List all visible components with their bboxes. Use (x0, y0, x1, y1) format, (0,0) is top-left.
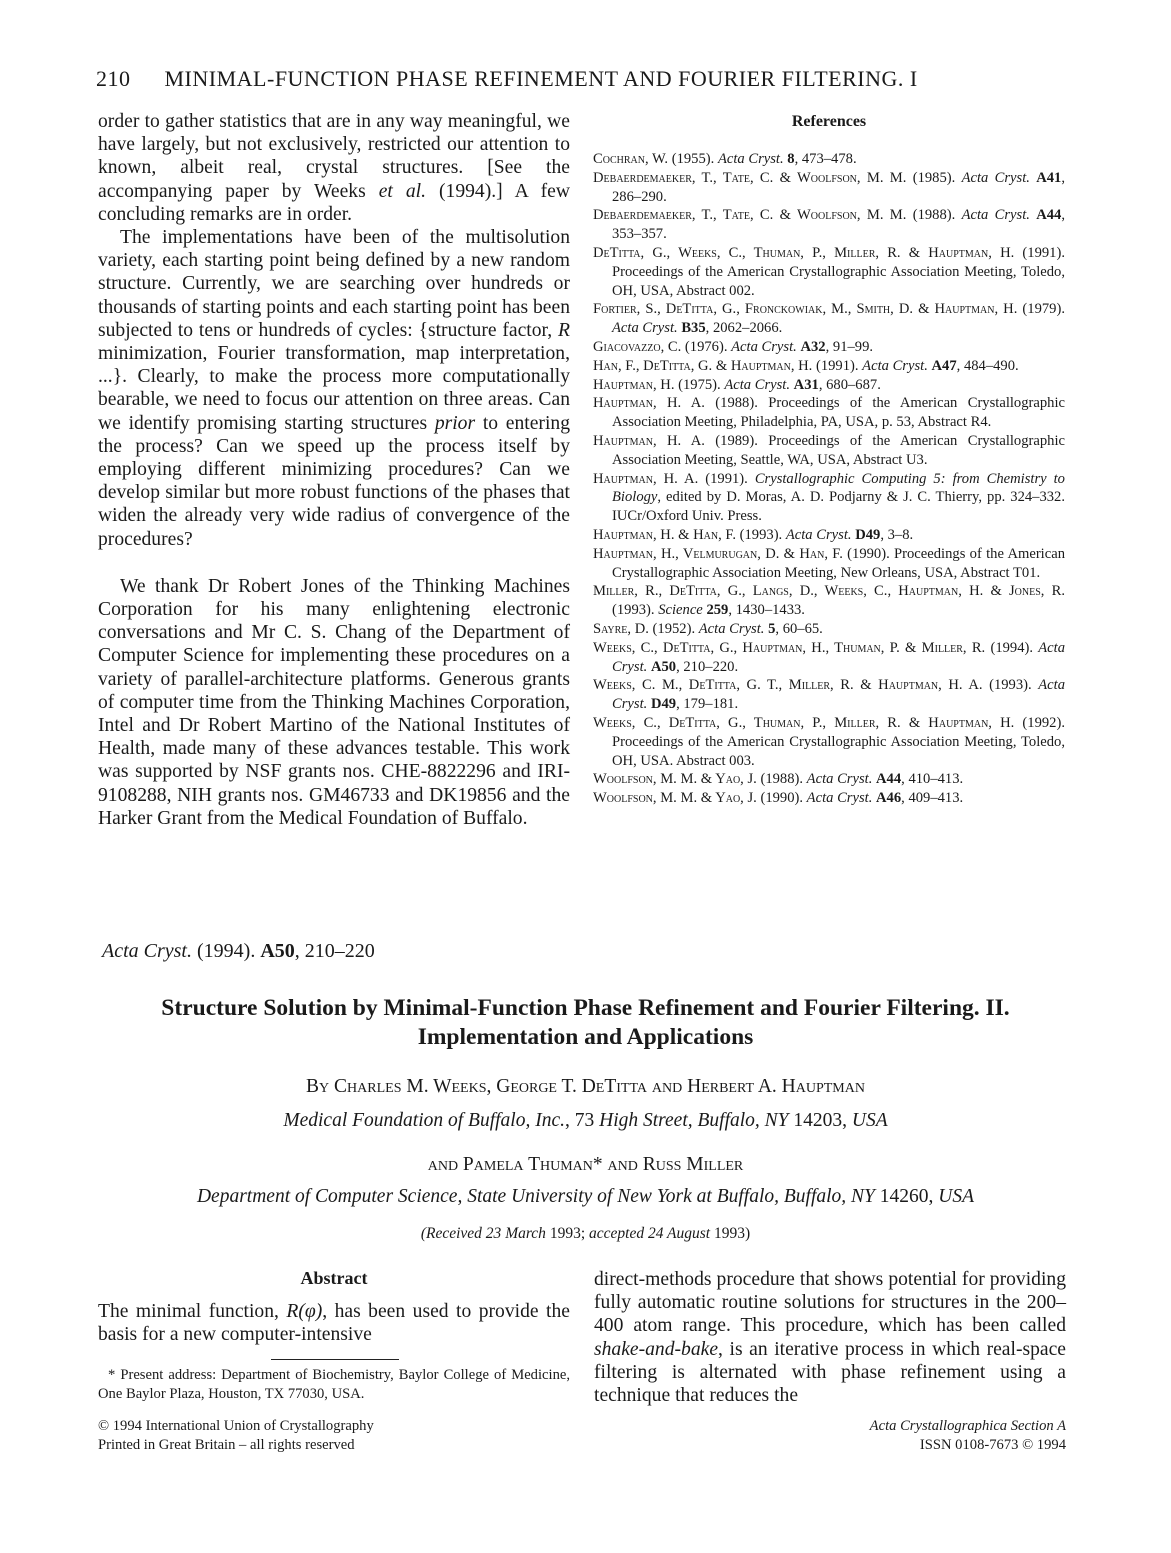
reference-item: Hauptman, H. A. (1988). Proceedings of the American Crystallographic Association Meeting, Philadelphia, PA, USA, p. 53, Abstract R4. (593, 395, 1065, 431)
references-section (593, 113, 1065, 808)
page-number: 210 (96, 66, 131, 91)
reference-item: Hauptman, H., Velmurugan, D. & Han, F. (1990). Proceedings of the American Crystallographic Association Meeting, New Orleans, USA, Abstract T01. (593, 545, 1065, 581)
reference-item: DeTitta, G., Weeks, C., Thuman, P., Miller, R. & Hauptman, H. (1991). Proceedings of the American Crystallographic Association Meeting, Toledo, OH, USA, Abstract 002. (593, 244, 1065, 299)
copyright-notice: © 1994 International Union of Crystallography Printed in Great Britain – all rights reserved (98, 1418, 374, 1453)
article-citation: Acta Cryst. (1994). A50, 210–220 (102, 940, 375, 962)
reference-item: Sayre, D. (1952). Acta Cryst. 5, 60–65. (593, 620, 823, 637)
reference-item: Han, F., DeTitta, G. & Hauptman, H. (1991). Acta Cryst. A47, 484–490. (593, 357, 1019, 374)
reference-item: Fortier, S., DeTitta, G., Fronckowiak, M., Smith, D. & Hauptman, H. (1979). Acta Cryst. B35, 2062–2066. (593, 301, 1065, 337)
reference-item: Woolfson, M. M. & Yao, J. (1990). Acta Cryst. A46, 409–413. (593, 790, 964, 807)
acknowledgements: We thank Dr Robert Jones of the Thinking Machines Corporation for his many enlightening electronic conversations and Mr C. S. Chang of the Department of Computer Science for implementing these procedures on a variety of parallel-architecture platforms. Generous grants of computer time from the Thinking Machines Corporation, Intel and Dr Robert Martino of the National Institutes of Health, made many of these advances testable. This work was supported by NSF grants nos. CHE-8822296 and IRI-9108288, NIH grants nos. GM46733 and DK19856 and the Harker Grant from the Medical Foundation of Buffalo. (98, 575, 570, 829)
reference-item: Giacovazzo, C. (1976). Acta Cryst. A32, 91–99. (593, 338, 874, 355)
reference-item: Hauptman, H. & Han, F. (1993). Acta Cryst. D49, 3–8. (593, 526, 914, 543)
abstract-heading: Abstract (300, 1268, 368, 1288)
references-heading: References (791, 113, 867, 130)
paragraph-continued: order to gather statistics that are in any way meaningful, we have largely, but not exclusively, restricted our attention to known, albeit real, crystal structures. [See the accompanying paper by Weeks et al. (1994).] A few concluding remarks are in order. (98, 111, 570, 225)
article-title: Structure Solution by Minimal-Function Phase Refinement and Fourier Filtering. II. Implementation and Applications (161, 995, 1010, 1050)
abstract-text-left: The minimal function, R(φ), has been used to provide the basis for a new computer-intensive (98, 1301, 570, 1346)
authors-line-1: By Charles M. Weeks, George T. DeTitta and Herbert A. Hauptman (306, 1076, 865, 1097)
reference-item: Weeks, C., DeTitta, G., Thuman, P., Miller, R. & Hauptman, H. (1992). Proceedings of the American Crystallographic Association Meeting, Toledo, OH, USA. Abstract 003. (593, 714, 1065, 769)
paragraph-implementations: The implementations have been of the multisolution variety, each starting point being defined by a new random structure. Currently, we are searching over hundreds or thousands of starting points and each starting point has been subjected to tens or hundreds of cycles: {structure factor, R minimization, Fourier transformation, map interpretation, ...}. Clearly, to make the process more computationally bearable, we need to focus our attention on three areas. Can we identify promising starting structures prior to entering the process? Can we speed up the process itself by employing different minimizing procedures? Can we develop similar but more robust functions of the phases that widen the already very wide radius of convergence of the procedures? (98, 227, 570, 550)
footnote: * Present address: Department of Biochemistry, Baylor College of Medicine, One Baylor Plaza, Houston, TX 77030, USA. (98, 1367, 570, 1402)
reference-item: Miller, R., DeTitta, G., Langs, D., Weeks, C., Hauptman, H. & Jones, R. (1993). Science 259, 1430–1433. (593, 583, 1065, 619)
footnote-rule (271, 1359, 399, 1360)
abstract-text-right: direct-methods procedure that shows potential for providing fully automatic routine solutions for structures in the 200–400 atom range. This procedure, which has been called shake-and-bake, is an iterative process in which real-space filtering is alternated with phase refinement using a technique that reduces the (594, 1269, 1066, 1407)
affiliation-2: Department of Computer Science, State University of New York at Buffalo, Buffalo, NY 14260, USA (196, 1186, 975, 1207)
reference-item: Weeks, C., DeTitta, G., Hauptman, H., Thuman, P. & Miller, R. (1994). Acta Cryst. A50, 210–220. (593, 639, 1065, 675)
reference-item: Cochran, W. (1955). Acta Cryst. 8, 473–478. (593, 151, 857, 167)
references-list (593, 150, 1065, 808)
reference-item: Debaerdemaeker, T., Tate, C. & Woolfson, M. M. (1985). Acta Cryst. A41, 286–290. (593, 169, 1066, 205)
received-dates: (Received 23 March 1993; accepted 24 August 1993) (420, 1225, 751, 1242)
affiliation-1: Medical Foundation of Buffalo, Inc., 73 High Street, Buffalo, NY 14203, USA (283, 1110, 888, 1131)
reference-item: Debaerdemaeker, T., Tate, C. & Woolfson, M. M. (1988). Acta Cryst. A44, 353–357. (593, 207, 1066, 243)
authors-line-2: and Pamela Thuman* and Russ Miller (427, 1154, 744, 1175)
left-column (98, 110, 570, 830)
reference-item: Hauptman, H. A. (1989). Proceedings of the American Crystallographic Association Meeting, Seattle, WA, USA, Abstract U3. (593, 432, 1065, 468)
reference-item: Woolfson, M. M. & Yao, J. (1988). Acta Cryst. A44, 410–413. (593, 771, 964, 788)
reference-item: Hauptman, H. (1975). Acta Cryst. A31, 680–687. (593, 376, 881, 393)
running-head (96, 66, 1096, 92)
reference-item: Hauptman, H. A. (1991). Crystallographic Computing 5: from Chemistry to Biology, edited by D. Moras, A. D. Podjarny & J. C. Thierry, pp. 324–332. IUCr/Oxford Univ. Press. (593, 470, 1065, 525)
journal-info: Acta Crystallographica Section A ISSN 0108-7673 © 1994 (869, 1418, 1066, 1453)
running-title: MINIMAL-FUNCTION PHASE REFINEMENT AND FOURIER FILTERING. I (164, 66, 918, 91)
reference-item: Weeks, C. M., DeTitta, G. T., Miller, R. & Hauptman, H. A. (1993). Acta Cryst. D49, 179–181. (593, 677, 1065, 713)
